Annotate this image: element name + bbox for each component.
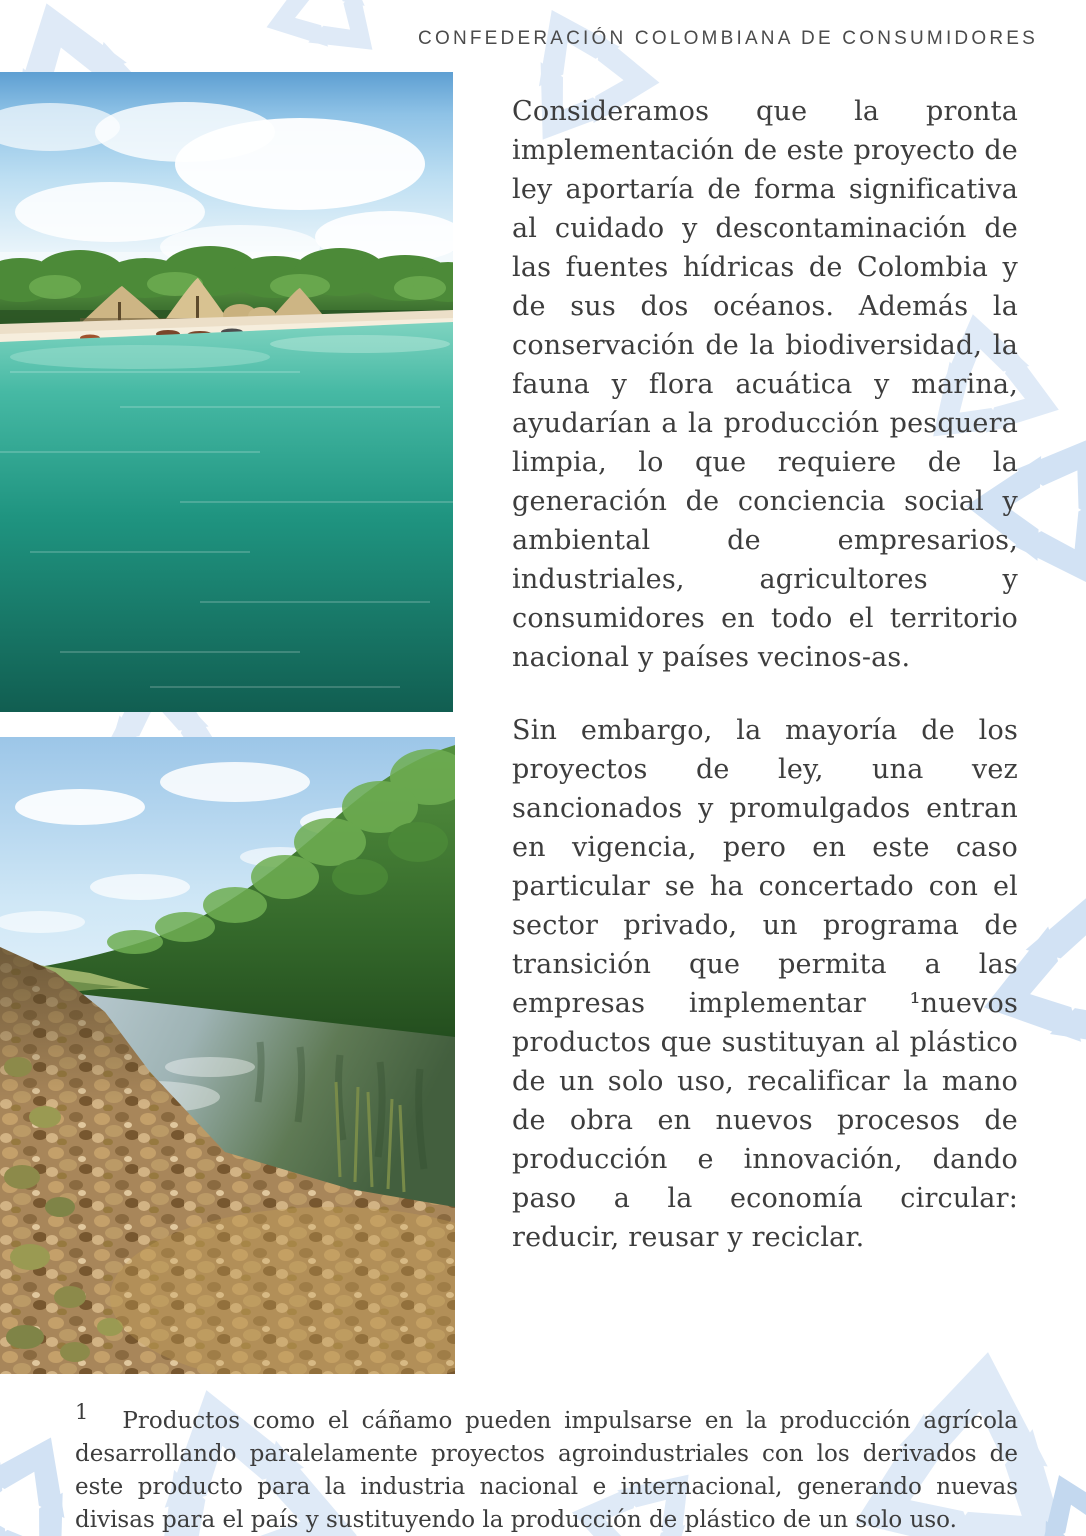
footnote-text: Productos como el cáñamo pueden impulsarse en la producción agrícola desarrollando paralelamente proyectos agroindustriales con los derivados de este producto para la industria nacional e internacional, generando nuevas divisas para el país y sustituyendo la producción de plástico de un solo uso. <box>75 1408 1018 1533</box>
river-shore-photo <box>0 737 455 1374</box>
tropical-beach-photo <box>0 72 453 712</box>
footnote-marker: 1 <box>75 1400 89 1424</box>
page-title: CONFEDERACIÓN COLOMBIANA DE CONSUMIDORES <box>418 28 1038 49</box>
footnote <box>75 1396 1018 1536</box>
paragraph-1: Consideramos que la pronta implementación de este proyecto de ley aportaría de forma significativa al cuidado y descontaminación de las fuentes hídricas de Colombia y de sus dos océanos. Además la conservación de la biodiversidad, la fauna y flora acuática y marina, ayudarían a la producción pesquera limpia, lo que requiere de la generación de conciencia social y ambiental de empresarios, industriales, agricultores y consumidores en todo el territorio nacional y países vecinos-as. <box>512 96 1018 673</box>
paragraph-2: Sin embargo, la mayoría de los proyectos de ley, una vez sancionados y promulgados entran en vigencia, pero en este caso particular se ha concertado con el sector privado, un programa de transición que permita a las empresas implementar ¹nuevos productos que sustituyan al plástico de un solo uso, recalificar la mano de obra en nuevos procesos de producción e innovación, dando paso a la economía circular: reducir, reusar y reciclar. <box>512 715 1018 1253</box>
article-body <box>512 92 1018 1291</box>
